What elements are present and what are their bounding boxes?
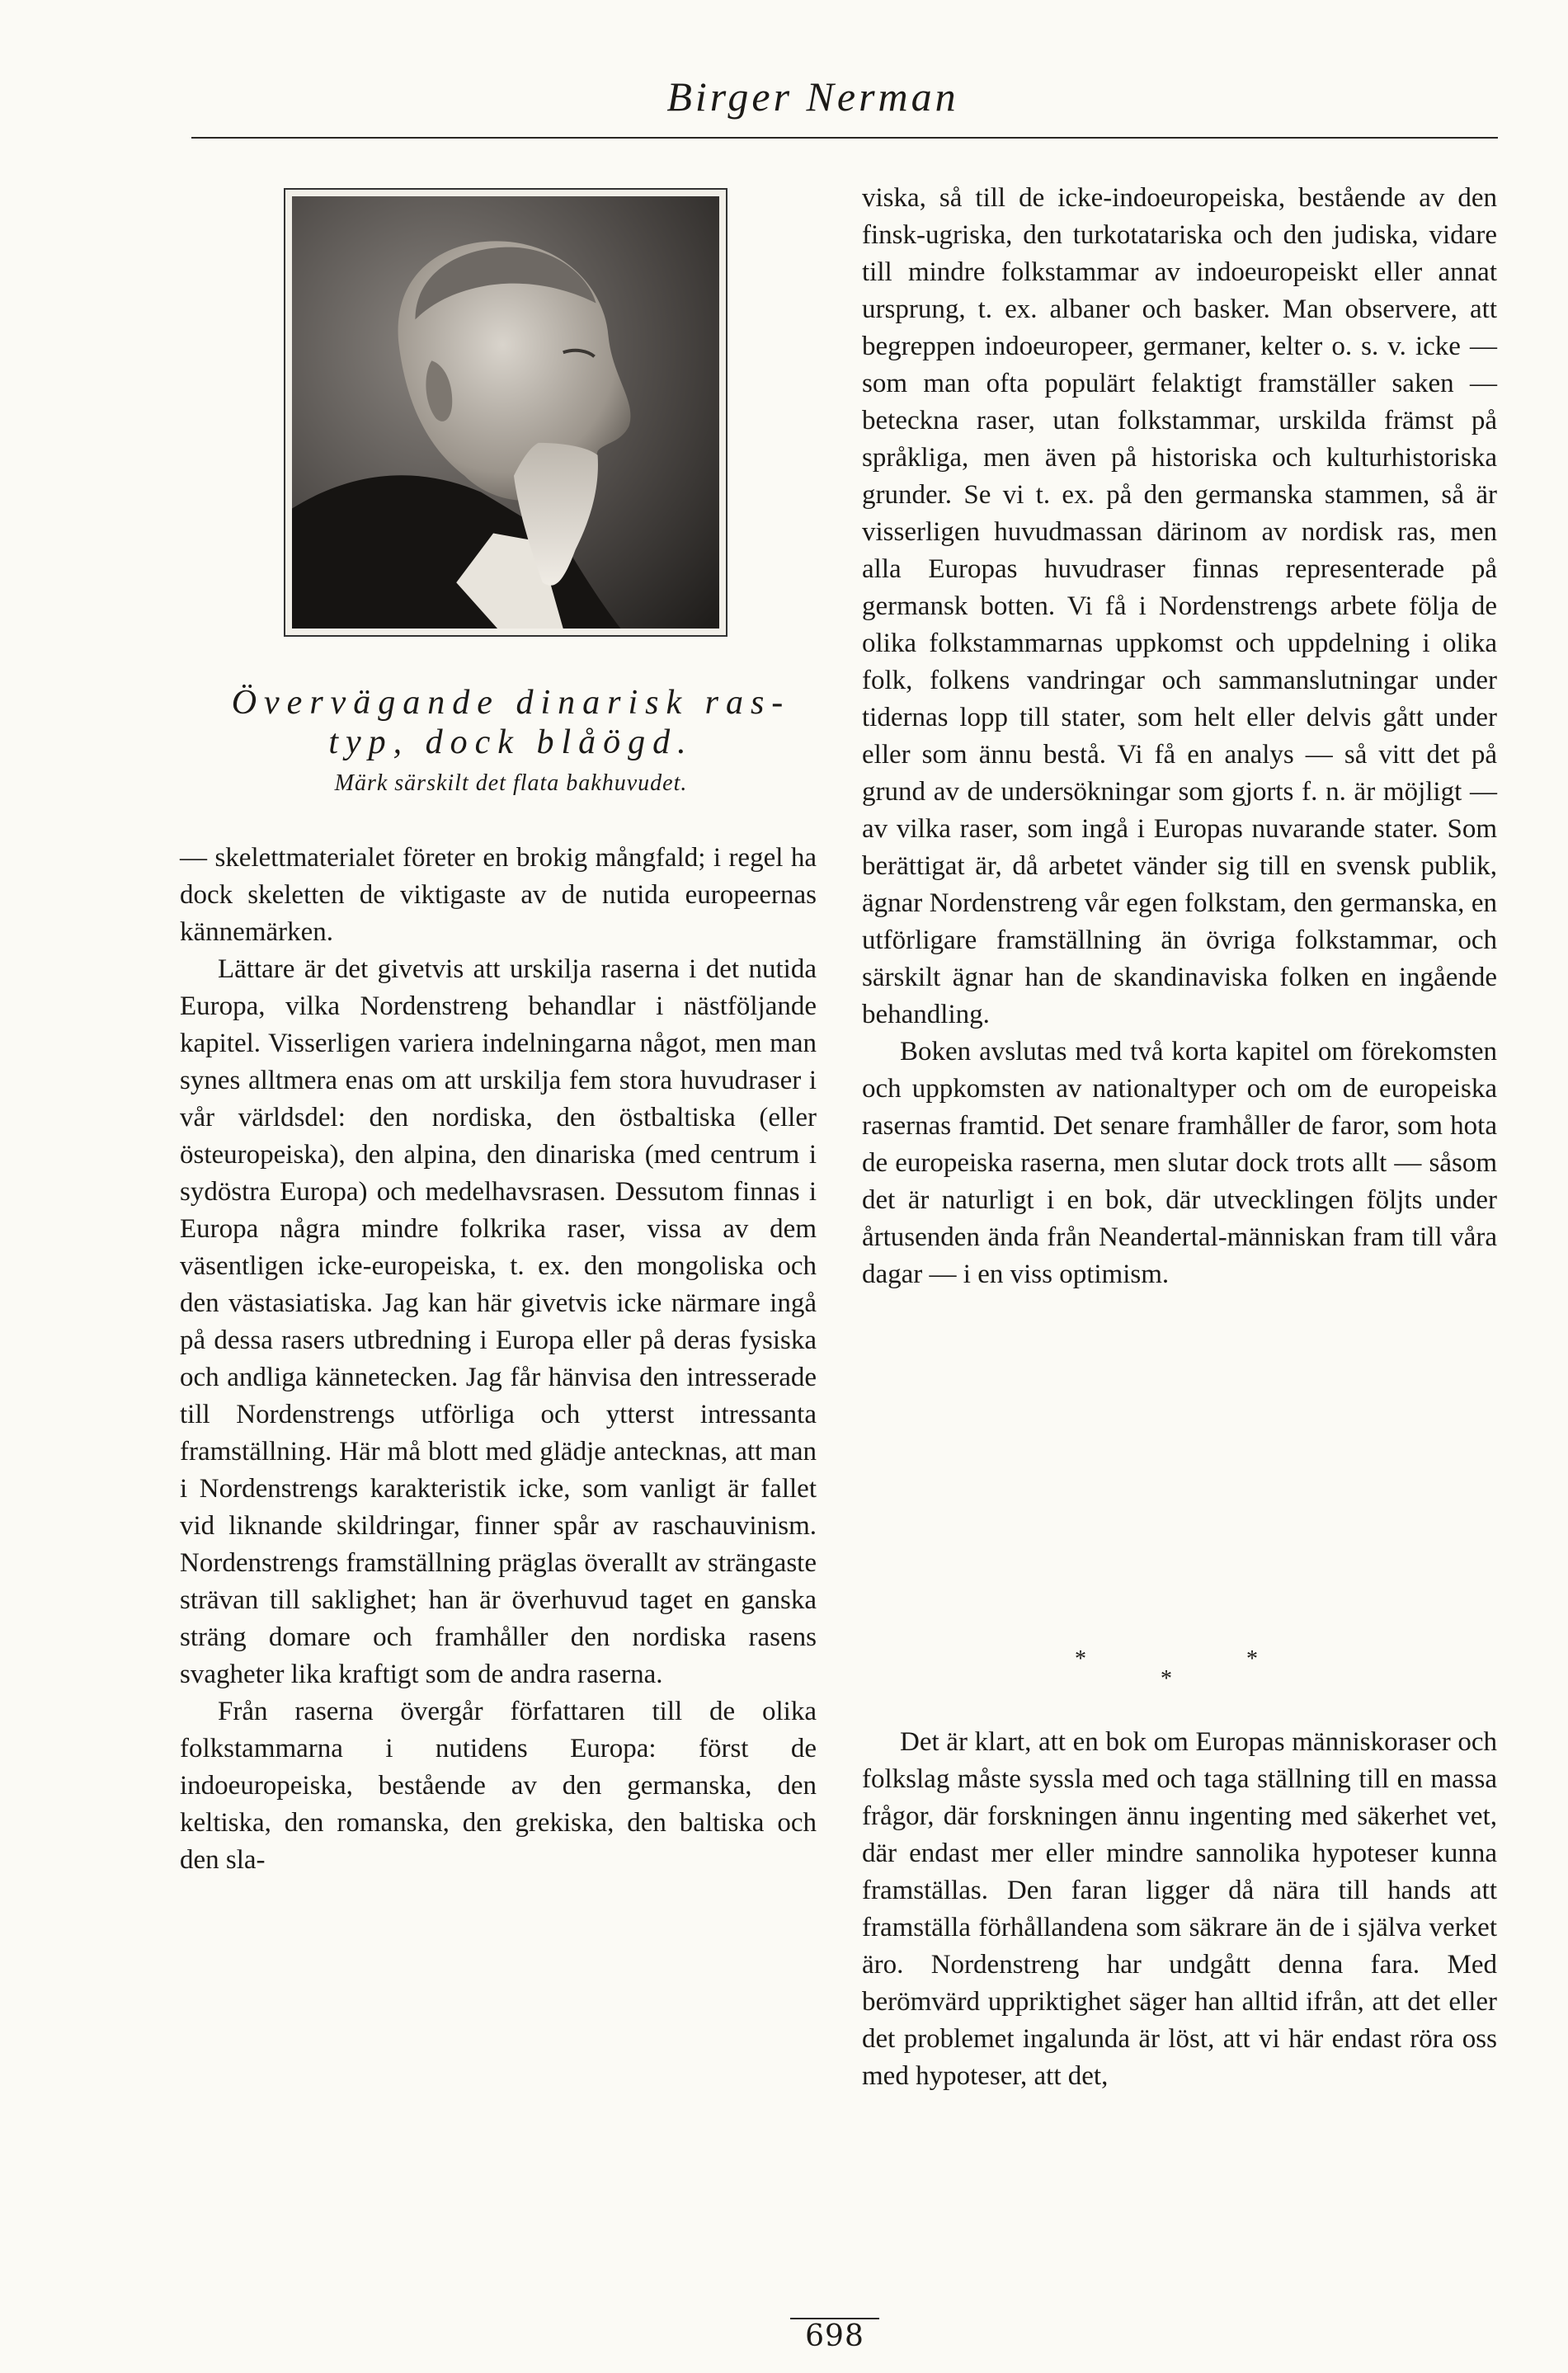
right-column (862, 180, 1497, 1293)
page-number: 698 (805, 2319, 864, 2353)
header-rule (191, 137, 1498, 139)
section-separator (862, 1646, 1497, 1696)
running-head-author: Birger Nerman (666, 73, 959, 120)
portrait-photo (284, 188, 727, 637)
figure-caption (191, 683, 831, 800)
right-paragraph-2: Boken avslutas med två korta kapitel om förekomsten och uppkomsten av nationaltyper och om de europeiska rasernas framtid. Det senare framhåller de faror, som hota de europeiska raserna, men slutar dock trots allt — såsom det är naturligt i en bok, där utvecklingen följts under årtusenden ända från Neandertal-människan fram till våra dagar — i en viss optimism. (862, 1037, 1497, 1289)
separator-star: * (1161, 1666, 1172, 1692)
left-paragraph-1: — skelettmaterialet företer en brokig mångfald; i regel ha dock skeletten de viktigaste av de nutida europeernas kännemärken. (180, 843, 817, 947)
left-paragraph-3: Från raserna övergår författaren till de olika folkstammarna i nutidens Europa: först de indoeuropeiska, bestående av den germanska, den keltiska, den romanska, den grekiska, den baltiska och den sla- (180, 1697, 817, 1875)
right-paragraph-3: Det är klart, att en bok om Europas människoraser och folkslag måste syssla med och taga ställning till en massa frågor, där forskningen ännu ingenting med säkerhet vet, där endast mer eller mindre sannolika hypoteser kunna framställas. Den faran ligger då nära till hands att framställa förhållandena som säkrare än de i själva verket äro. Nordenstreng har undgått denna fara. Med berömvärd uppriktighet säger han alltid ifrån, att det eller det problemet ingalunda är löst, att vi här endast röra oss med hypoteser, att det, (862, 1727, 1497, 2091)
caption-main: Övervägande dinarisk ras-typ, dock blåögd. (231, 684, 791, 761)
separator-star: * (1075, 1646, 1086, 1672)
separator-star: * (1246, 1646, 1258, 1672)
caption-note: Märk särskilt det flata bakhuvudet. (334, 770, 688, 796)
left-column (180, 840, 817, 1879)
right-paragraph-1: viska, så till de icke-indoeuropeiska, bestående av den finsk-ugriska, den turkotatariska och den judiska, vidare till mindre folkstammar av indoeuropeiskt eller annat ursprung, t. ex. albaner och basker. Man observere, att begreppen indoeuropeer, germaner, kelter o. s. v. icke — som man ofta populärt felaktigt framställer saken — beteckna raser, utan folkstammar, urskilda främst på språkliga, men även på historiska och kulturhistoriska grunder. Se vi t. ex. på den germanska stammen, så är visserligen huvudmassan därinom av nordisk ras, men alla Europas huvudraser finnas representerade på germansk botten. Vi få i Nordenstrengs arbete följa de olika folkstammarnas uppkomst och uppdelning i olika folk, folkens vandringar och sammanslutningar under tidernas lopp till stater, som helt eller delvis gått under eller som ännu bestå. Vi få en analys — så vitt det på grund av de undersökningar som gjorts f. n. är möjligt — av vilka raser, som ingå i Europas nuvarande stater. Som berättigat är, då arbetet vänder sig till en svensk publik, ägnar Nordenstreng vår egen folkstam, den germanska, en utförligare framställning än övriga folkstammar, och särskilt ägnar han de skandinaviska folken en ingående behandling. (862, 183, 1497, 1029)
right-column-continued (862, 1724, 1497, 2095)
portrait-image (292, 196, 719, 629)
left-paragraph-2: Lättare är det givetvis att urskilja raserna i det nutida Europa, vilka Nordenstreng behandlar i nästföljande kapitel. Visserligen variera indelningarna något, men man synes alltmera enas om att urskilja fem stora huvudraser i vår världsdel: den nordiska, den östbaltiska (eller östeuropeiska), den alpina, den dinariska (med centrum i sydöstra Europa) och medelhavsrasen. Dessutom finnas i Europa några mindre folkrika raser, vissa av dem väsentligen icke-europeiska, t. ex. den mongoliska och den västasiatiska. Jag kan här givetvis icke närmare ingå på dessa rasers utbredning i Europa eller på deras fysiska och andliga kännetecken. Jag får hänvisa den intresserade till Nordenstrengs utförliga och ytterst intressanta framställning. Här må blott med glädje antecknas, att man i Nordenstrengs karakteristik icke, som vanligt är fallet vid liknande skildringar, finner spår av raschauvinism. Nordenstrengs framställning präglas överallt av strängaste strävan till saklighet; han är överhuvud taget en ganska sträng domare och framhåller den nordiska rasens svagheter lika kraftigt som de andra raserna. (180, 954, 817, 1689)
